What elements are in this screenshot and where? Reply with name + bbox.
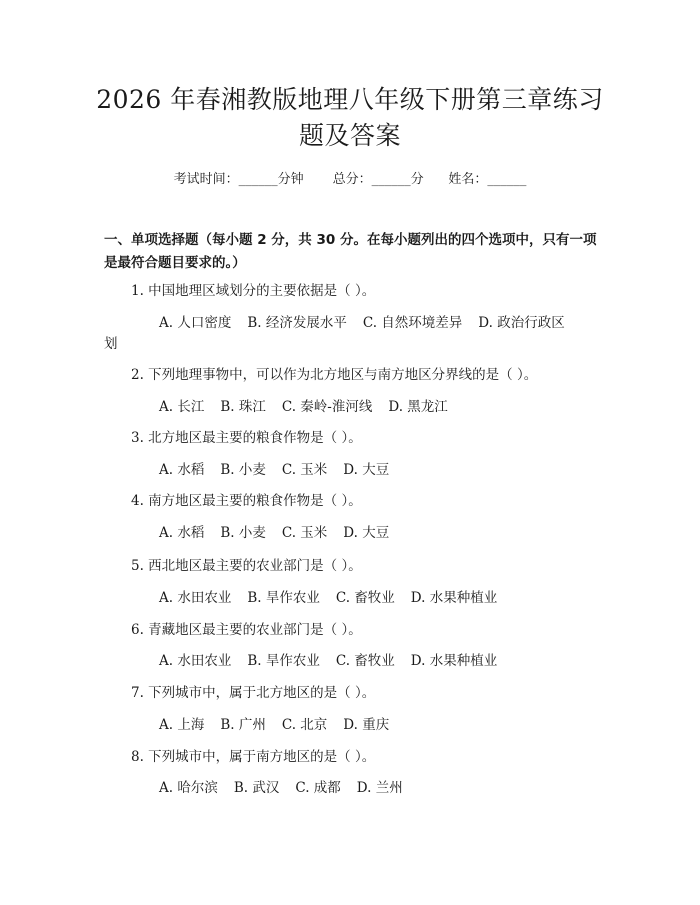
exam-meta bbox=[0, 168, 700, 187]
option-b: B. 武汉 bbox=[233, 780, 280, 796]
question-3-options bbox=[159, 460, 619, 480]
section-heading-line2: 是最符合题目要求的。） bbox=[104, 255, 246, 271]
option-a: A. 长江 bbox=[159, 399, 205, 415]
option-c: C. 成都 bbox=[295, 780, 341, 796]
question-7-options bbox=[159, 715, 619, 735]
option-b: B. 小麦 bbox=[220, 525, 266, 541]
option-b: B. 旱作农业 bbox=[247, 590, 320, 606]
question-3-stem: 3. 北方地区最主要的粮食作物是（ ）。 bbox=[131, 430, 362, 446]
question-8-stem: 8. 下列城市中，属于南方地区的是（ ）。 bbox=[131, 749, 376, 765]
section-heading-line1: 一、单项选择题（每小题 2 分，共 30 分。在每小题列出的四个选项中，只有一项 bbox=[104, 232, 597, 248]
document-title-line2: 题及答案 bbox=[298, 121, 401, 150]
option-d: D. 兰州 bbox=[356, 780, 403, 796]
option-a: A. 水田农业 bbox=[159, 653, 232, 669]
option-d: D. 重庆 bbox=[343, 717, 390, 733]
option-d: D. 水果种植业 bbox=[410, 653, 498, 669]
question-1-stem: 1. 中国地理区域划分的主要依据是（ ）。 bbox=[131, 283, 376, 299]
document-title-line1: 2026 年春湘教版地理八年级下册第三章练习 bbox=[96, 85, 604, 114]
option-c: C. 畜牧业 bbox=[335, 590, 395, 606]
section-heading bbox=[104, 229, 614, 275]
question-7-stem: 7. 下列城市中，属于北方地区的是（ ）。 bbox=[131, 685, 376, 701]
option-c: C. 北京 bbox=[281, 717, 328, 733]
question-2-stem: 2. 下列地理事物中，可以作为北方地区与南方地区分界线的是（ ）。 bbox=[131, 367, 538, 383]
option-a: A. 水田农业 bbox=[159, 590, 232, 606]
option-d: D. 水果种植业 bbox=[410, 590, 498, 606]
option-a: A. 上海 bbox=[159, 717, 205, 733]
question-1-options bbox=[159, 313, 619, 333]
option-a: A. 水稻 bbox=[159, 525, 205, 541]
option-c: C. 自然环境差异 bbox=[362, 315, 463, 331]
option-d: D. 黑龙江 bbox=[388, 399, 448, 415]
question-6-stem: 6. 青藏地区最主要的农业部门是（ ）。 bbox=[131, 622, 362, 638]
question-5-options bbox=[159, 588, 619, 608]
question-2-options bbox=[159, 397, 619, 417]
option-c: C. 秦岭-淮河线 bbox=[281, 399, 373, 415]
question-4-stem: 4. 南方地区最主要的粮食作物是（ ）。 bbox=[131, 493, 362, 509]
option-d: D. 大豆 bbox=[343, 462, 390, 478]
question-6-options bbox=[159, 651, 619, 671]
option-d: D. 政治行政区 bbox=[478, 315, 565, 331]
option-b: B. 小麦 bbox=[220, 462, 266, 478]
option-b: B. 珠江 bbox=[220, 399, 266, 415]
option-a: A. 哈尔滨 bbox=[159, 780, 218, 796]
question-8-options bbox=[159, 778, 619, 798]
exam-time-field: 考试时间：______分钟 bbox=[173, 172, 304, 187]
option-d: D. 大豆 bbox=[343, 525, 390, 541]
name-field: 姓名：______ bbox=[448, 172, 527, 187]
option-a: A. 人口密度 bbox=[159, 315, 232, 331]
option-c: C. 畜牧业 bbox=[335, 653, 395, 669]
option-b: B. 广州 bbox=[220, 717, 266, 733]
option-b: B. 旱作农业 bbox=[247, 653, 320, 669]
option-a: A. 水稻 bbox=[159, 462, 205, 478]
option-c: C. 玉米 bbox=[281, 462, 328, 478]
total-score-field: 总分：______分 bbox=[332, 172, 424, 187]
option-c: C. 玉米 bbox=[281, 525, 328, 541]
question-4-options bbox=[159, 523, 619, 543]
question-1-option-wrap: 划 bbox=[104, 336, 118, 352]
question-5-stem: 5. 西北地区最主要的农业部门是（ ）。 bbox=[131, 558, 362, 574]
option-b: B. 经济发展水平 bbox=[247, 315, 347, 331]
